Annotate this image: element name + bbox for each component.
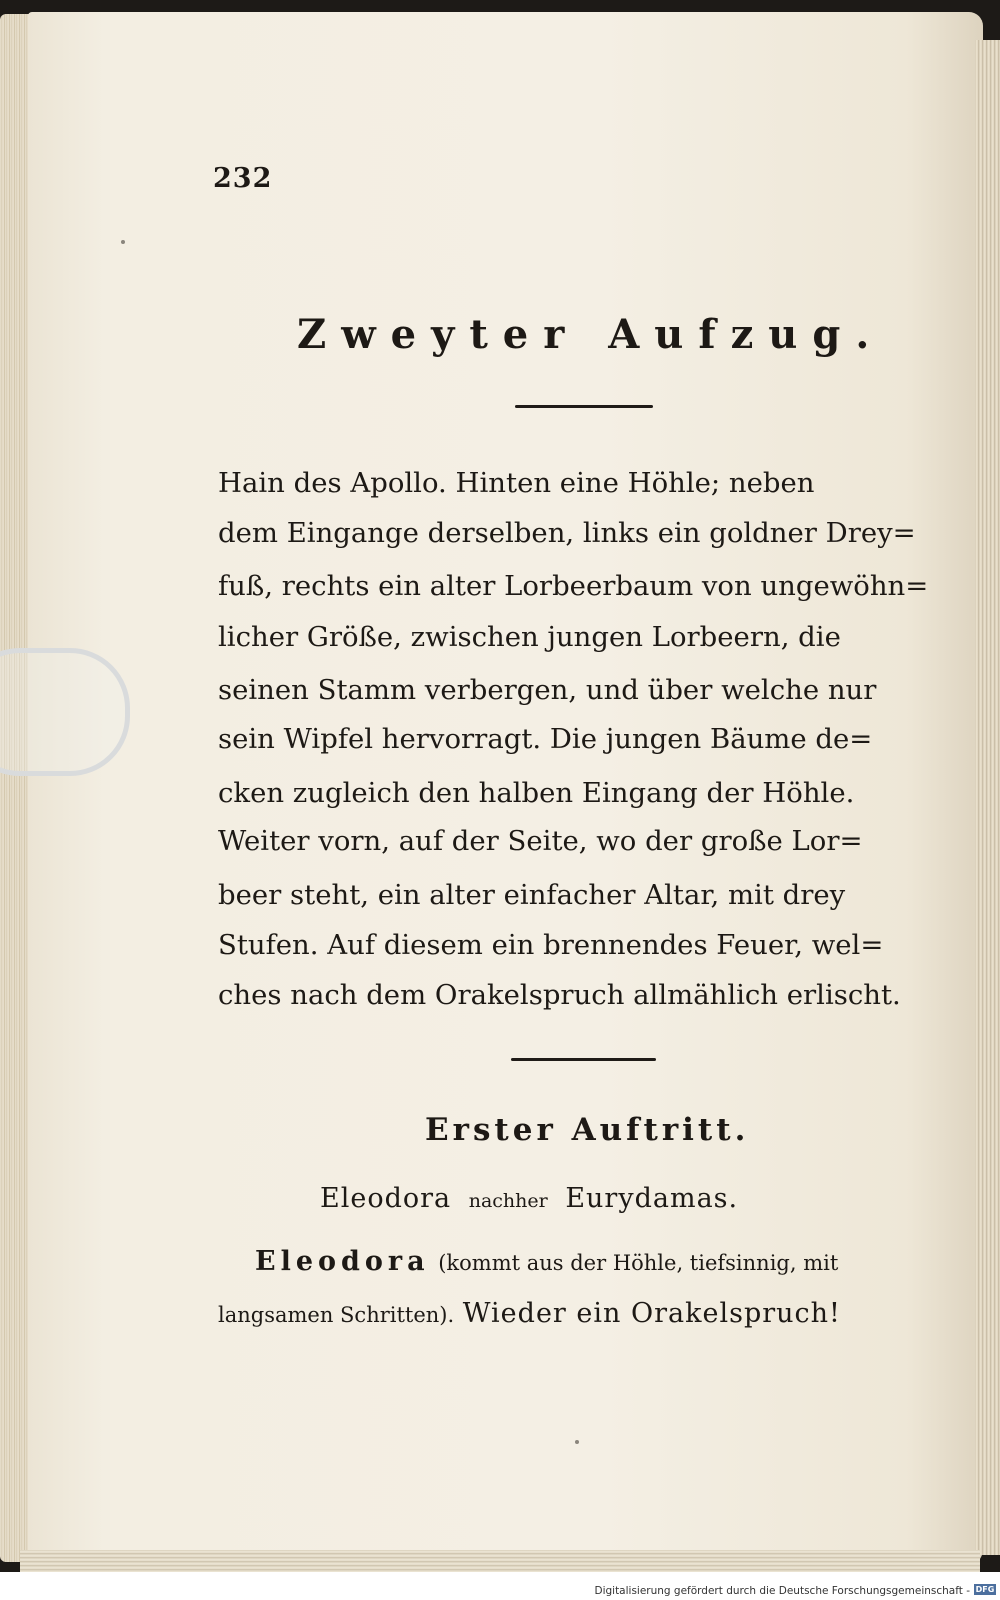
stage-direction-line: Weiter vorn, auf der Seite, wo der große Lor= [218, 825, 863, 857]
stage-direction-line: cken zugleich den halben Eingang der Höhle. [218, 777, 855, 809]
stage-direction-line: fuß, rechts ein alter Lorbeerbaum von ungewöhn= [218, 570, 929, 602]
right-page-edge [975, 40, 1000, 1555]
page-tab-clip [0, 648, 130, 776]
stage-direction-line: beer steht, ein alter einfacher Altar, mit drey [218, 879, 846, 911]
stage-direction-line: sein Wipfel hervorragt. Die jungen Bäume de= [218, 723, 873, 755]
scene-heading: Erster Auftritt. [425, 1112, 750, 1148]
act-heading: Zweyter Aufzug. [297, 311, 885, 358]
speech-stage-direction-end: langsamen Schritten). [218, 1303, 455, 1327]
divider-rule [511, 1058, 656, 1061]
speech-line-1 [255, 1248, 838, 1275]
stage-direction-line: ches nach dem Orakelspruch allmählich erlischt. [218, 979, 901, 1011]
cast-line [320, 1185, 738, 1212]
footer-credit: Digitalisierung gefördert durch die Deutsche Forschungsgemeinschaft - [594, 1585, 970, 1597]
paper-speck [575, 1440, 579, 1444]
paper-speck [121, 240, 125, 244]
speech-line-2 [218, 1300, 841, 1327]
cast-first: Eleodora [320, 1183, 452, 1214]
stage-direction-line: Stufen. Auf diesem ein brennendes Feuer, wel= [218, 929, 884, 961]
divider-rule [515, 405, 653, 408]
bottom-page-edge [20, 1550, 980, 1572]
stage-direction-line: licher Größe, zwischen jungen Lorbeern, die [218, 621, 841, 653]
cast-connector: nachher [468, 1190, 548, 1212]
dfg-logo: DFG [975, 1585, 995, 1594]
stage-direction-line: Hain des Apollo. Hinten eine Höhle; neben [218, 467, 815, 499]
speech-stage-direction: (kommt aus der Höhle, tiefsinnig, mit [438, 1251, 839, 1275]
speaker-name: Eleodora [255, 1246, 430, 1277]
speech-text: Wieder ein Orakelspruch! [462, 1298, 841, 1329]
page-number: 232 [213, 163, 273, 194]
stage-direction-line: seinen Stamm verbergen, und über welche nur [218, 674, 877, 706]
stage-direction-line: dem Eingange derselben, links ein goldner Drey= [218, 517, 916, 549]
cast-second: Eurydamas. [565, 1183, 739, 1214]
